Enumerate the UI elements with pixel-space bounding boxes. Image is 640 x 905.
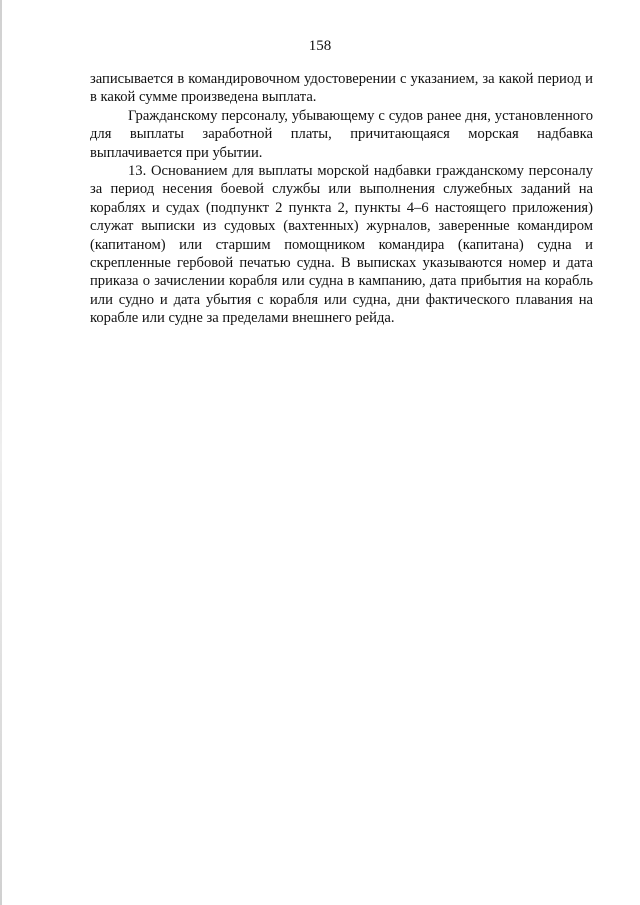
scan-edge	[0, 0, 2, 905]
page-number: 158	[308, 38, 332, 54]
paragraph-civilian-personnel: Гражданскому персоналу, убывающему с судов ранее дня, установленного для выплаты заработной платы, причитающаяся морская надбавка выплачивается при убытии.	[90, 107, 593, 161]
document-body	[90, 70, 593, 328]
paragraph-item-13: 13. Основанием для выплаты морской надбавки гражданскому персоналу за период несения боевой службы или выполнения служебных заданий на кораблях и судах (подпункт 2 пункта 2, пункты 4–6 настоящего приложения) служат выписки из судовых (вахтенных) журналов, заверенные командиром (капитаном) или старшим помощником командира (капитана) судна и скрепленные гербовой печатью судна. В выписках указываются номер и дата приказа о зачислении корабля или судна в кампанию, дата прибытия на корабль или судно и дата убытия с корабля или судна, дни фактического плавания на корабле или судне за пределами внешнего рейда.	[90, 163, 593, 327]
paragraph-continuation: записывается в командировочном удостоверении с указанием, за какой период и в какой сумме произведена выплата.	[90, 71, 593, 106]
